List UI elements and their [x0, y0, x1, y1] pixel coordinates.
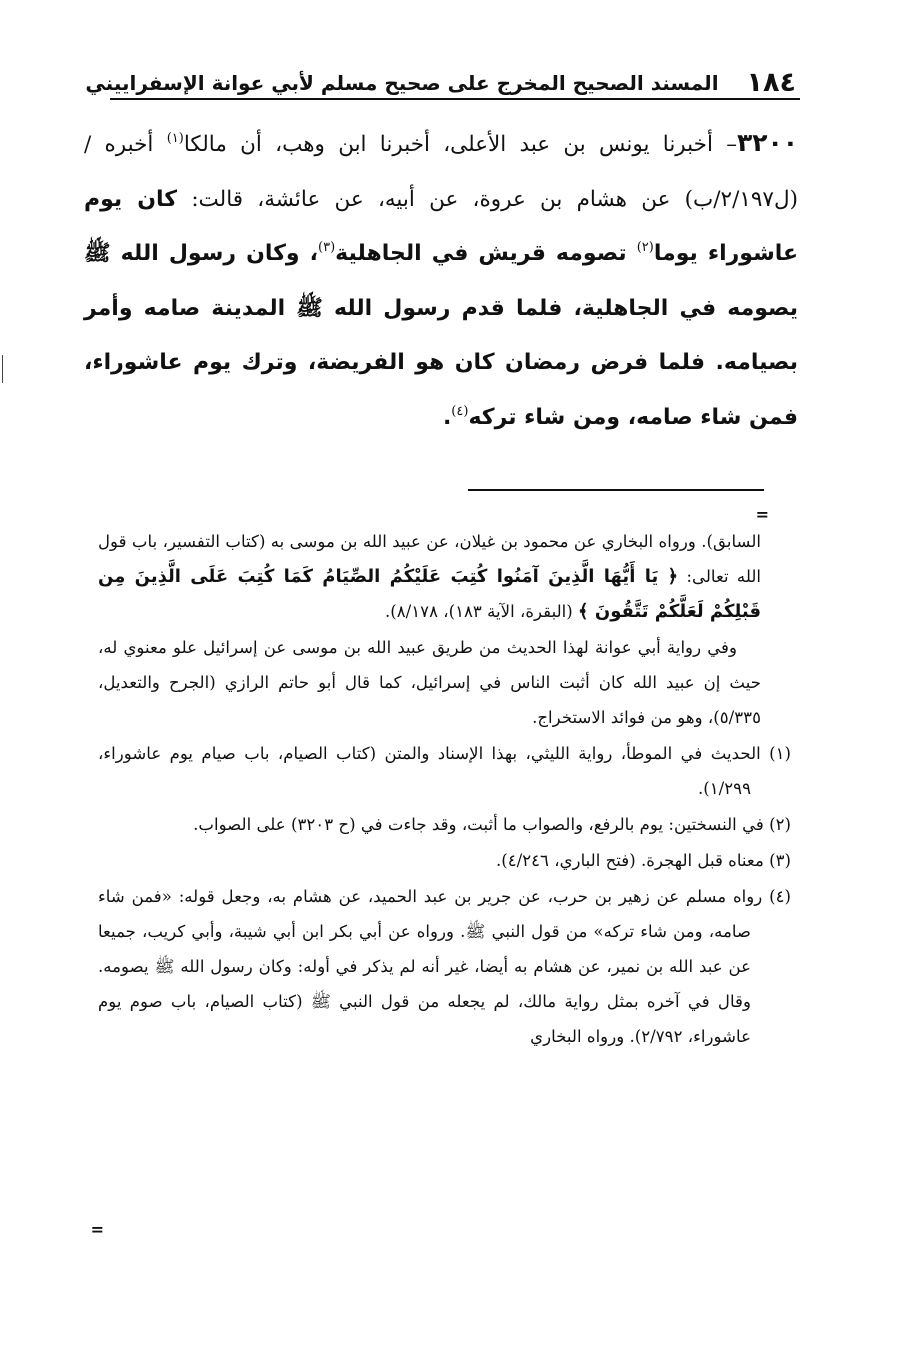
footnote-separator	[468, 489, 764, 491]
quran-verse: ﴿ يَا أَيُّهَا الَّذِينَ آمَنُوا كُتِبَ عَلَيْكُمُ الصِّيَامُ كَمَا كُتِبَ عَلَى الَّذِينَ مِن قَبْلِكُمْ لَعَلَّكُمْ تَتَّقُونَ ﴾	[98, 566, 761, 622]
matn-part-3: ، وكان رسول الله ﷺ يصومه في الجاهلية، فلما قدم رسول الله ﷺ المدينة صامه وأمر بصيامه. فلما فرض رمضان كان هو الفريضة، وترك يوم عاشوراء، فمن شاء صامه، ومن شاء تركه	[84, 241, 798, 430]
hadith-text	[84, 116, 798, 445]
footnote-ref-2: (٢)	[636, 240, 654, 255]
footnote-ref-4: (٤)	[451, 403, 469, 419]
footnote-continuation-2: وفي رواية أبي عوانة لهذا الحديث من طريق عبيد الله بن موسى عن إسرائيل علو معنوي له، حيث إن عبيد الله كان أثبت الناس في إسرائيل، كما قال أبو حاتم الرازي (الجرح والتعديل، ٥/٣٣٥)، وهو من فوائد الاستخراج.	[98, 638, 761, 727]
footnote-1: (١) الحديث في الموطأ، رواية الليثي، بهذا الإسناد والمتن (كتاب الصيام، باب صيام يوم عاشوراء، ١/٢٩٩).	[98, 744, 791, 798]
hadith-number: ٣٢٠٠	[736, 128, 798, 157]
footnote-ref-1: (١)	[166, 131, 184, 146]
footnote-continuation-1b: (البقرة، الآية ١٨٣)، ٨/١٧٨).	[384, 602, 579, 621]
hadith-paragraph	[84, 116, 798, 445]
footnote-2: (٢) في النسختين: يوم بالرفع، والصواب ما أثبت، وقد جاءت في (ح ٣٢٠٣) على الصواب.	[193, 815, 791, 834]
footnote-continuation-1	[98, 524, 791, 629]
scan-edge-mark	[2, 355, 3, 383]
footnote-continuation-1a: السابق). ورواه البخاري عن محمود بن غيلان، عن عبيد الله بن موسى به (كتاب التفسير، باب قول الله تعالى:	[98, 532, 761, 586]
matn-end: .	[442, 404, 452, 430]
footnotes	[98, 524, 791, 1055]
continuation-mark-top: =	[755, 505, 769, 524]
matn-part-2: تصومه قريش في الجاهلية	[335, 241, 637, 266]
footnote-ref-3: (٣)	[318, 240, 336, 255]
continuation-mark-bottom: =	[90, 1220, 104, 1239]
matn-part-1: كان يوم عاشوراء يوما	[84, 186, 799, 266]
page-header	[85, 62, 800, 100]
isnad-part-2: أخبره / (ل٢/١٩٧/ب) عن هشام بن عروة، عن أبيه، عن عائشة، قالت:	[84, 132, 798, 212]
footnote-3: (٣) معناه قبل الهجرة. (فتح الباري، ٤/٢٤٦).	[495, 851, 791, 870]
footnote-4: (٤) رواه مسلم عن زهير بن حرب، عن جرير بن عبد الحميد، عن هشام به، وجعل قوله: «فمن شاء صامه، ومن شاء تركه» من قول النبي ﷺ. ورواه عن أبي بكر ابن أبي شيبة، وأبي كريب، جميعا عن عبد الله بن نمير، عن هشام به أيضا، غير أنه لم يذكر في أوله: وكان رسول الله ﷺ يصومه. وقال في آخره بمثل رواية مالك، لم يجعله من قول النبي ﷺ (كتاب الصيام، باب صوم يوم عاشوراء، ٢/٧٩٢). ورواه البخاري	[98, 887, 791, 1046]
running-title: المسند الصحيح المخرج على صحيح مسلم لأبي عوانة الإسفراييني	[85, 71, 719, 95]
page-number: ١٨٤	[746, 67, 796, 98]
isnad-part-1: – أخبرنا يونس بن عبد الأعلى، أخبرنا ابن وهب، أن مالكا	[183, 132, 737, 157]
